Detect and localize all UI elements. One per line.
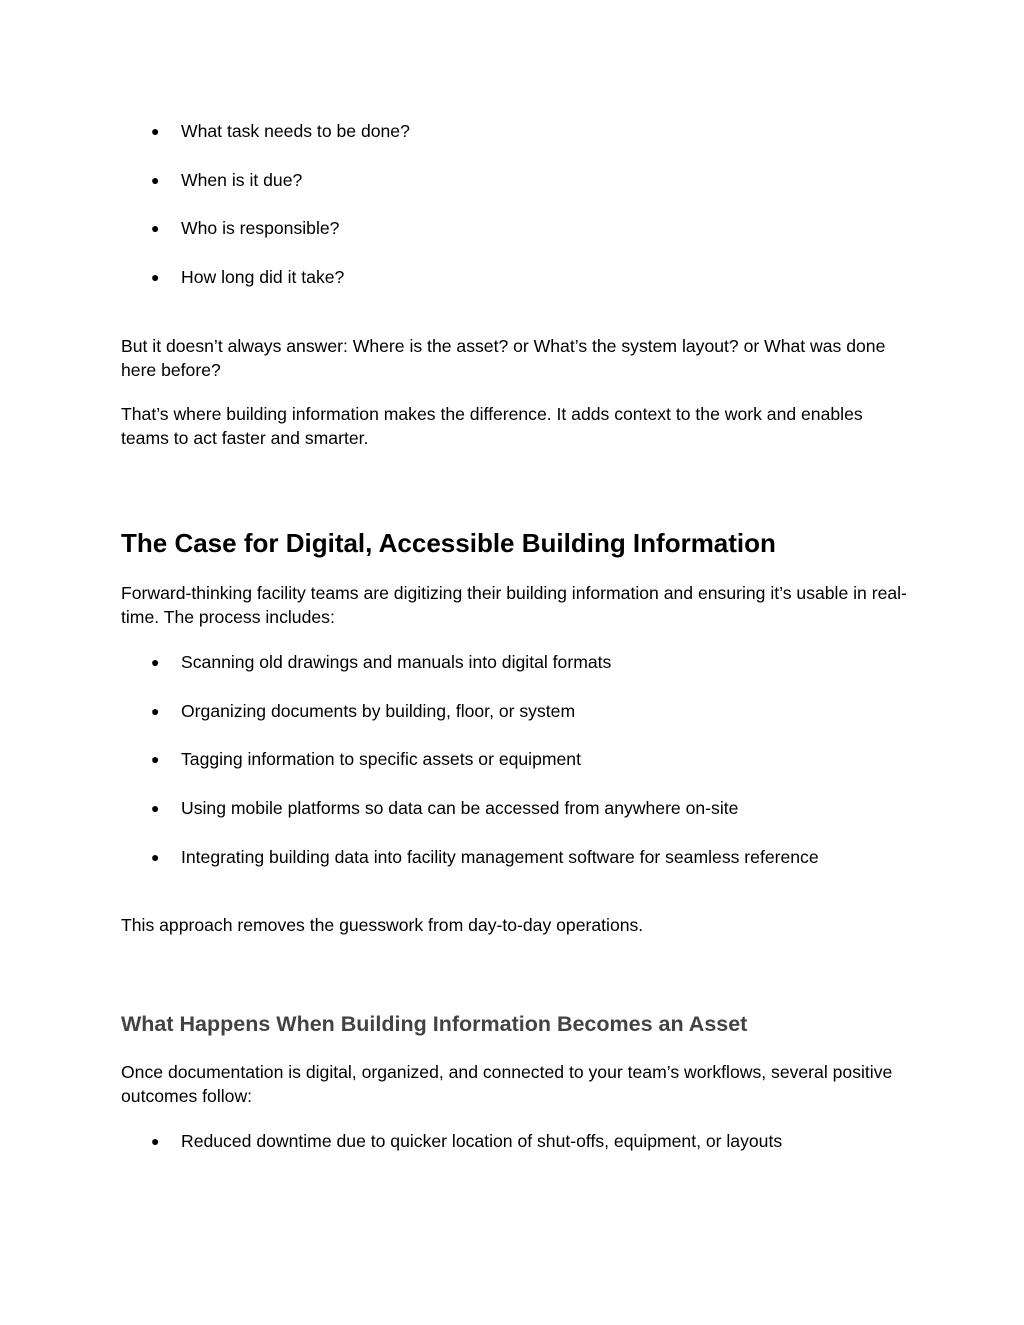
list-item: [121, 168, 911, 192]
list-item-text: Tagging information to specific assets or equipment: [181, 749, 581, 769]
bullet-icon: ●: [151, 220, 160, 236]
paragraph-asset-intro: [121, 1060, 911, 1108]
list-item-text: Who is responsible?: [181, 218, 340, 238]
list-item-text: Integrating building data into facility management software for seamless reference: [181, 847, 819, 867]
bullet-icon: ●: [151, 849, 160, 865]
bullet-icon: ●: [151, 123, 160, 139]
bullet-icon: ●: [151, 172, 160, 188]
list-item: [121, 747, 911, 771]
list-item: [121, 796, 911, 820]
heading-text: The Case for Digital, Accessible Building Information: [121, 528, 776, 558]
list-item-text: Organizing documents by building, floor, or system: [181, 701, 576, 721]
list-item-text: Using mobile platforms so data can be accessed from anywhere on-site: [181, 798, 739, 818]
bullet-icon: ●: [151, 1133, 160, 1149]
paragraph-case-closing: [121, 913, 911, 937]
list-item: [121, 119, 911, 143]
bullet-icon: ●: [151, 800, 160, 816]
paragraph-text: This approach removes the guesswork from day-to-day operations.: [121, 915, 644, 935]
section-heading-case: [121, 527, 911, 559]
list-item-text: Scanning old drawings and manuals into digital formats: [181, 652, 612, 672]
bullet-icon: ●: [151, 703, 160, 719]
paragraph-text: But it doesn’t always answer: Where is the asset? or What’s the system layout? or What was done here before?: [121, 336, 886, 380]
section-heading-asset: [121, 1010, 911, 1038]
bullet-icon: ●: [151, 654, 160, 670]
list-item: [121, 699, 911, 723]
list-item-text: How long did it take?: [181, 267, 345, 287]
list-item-text: Reduced downtime due to quicker location of shut-offs, equipment, or layouts: [181, 1131, 783, 1151]
list-item: [121, 265, 911, 289]
paragraph-text: That’s where building information makes the difference. It adds context to the work and enables teams to act faster and smarter.: [121, 404, 863, 448]
list-item-text: When is it due?: [181, 170, 303, 190]
heading-text: What Happens When Building Information Becomes an Asset: [121, 1012, 748, 1036]
paragraph-text: Forward-thinking facility teams are digitizing their building information and ensuring it’s usable in real-time. The process includes:: [121, 583, 907, 627]
bullet-icon: ●: [151, 269, 160, 285]
list-item-text: What task needs to be done?: [181, 121, 410, 141]
list-item: [121, 845, 911, 869]
list-item: [121, 1129, 911, 1153]
list-item: [121, 216, 911, 240]
list-item: [121, 650, 911, 674]
paragraph-context: [121, 402, 911, 450]
paragraph-limitations: [121, 334, 911, 382]
bullet-icon: ●: [151, 751, 160, 767]
paragraph-text: Once documentation is digital, organized, and connected to your team’s workflows, several positive outcomes follow:: [121, 1062, 893, 1106]
paragraph-case-intro: [121, 581, 911, 629]
